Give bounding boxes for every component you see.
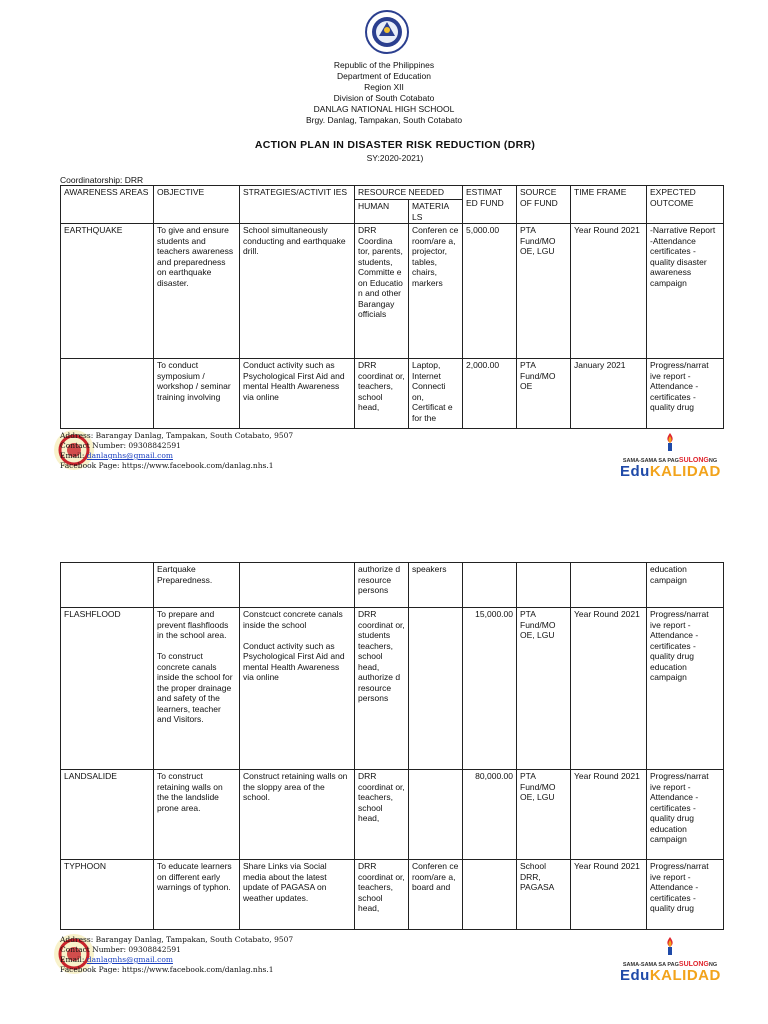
letterhead (0, 60, 768, 126)
cell-fund (463, 563, 517, 608)
table-header-row (61, 186, 724, 200)
letterhead-line-address: Brgy. Danlag, Tampakan, South Cotabato (305, 115, 463, 125)
cell-time: Year Round 2021 (571, 860, 647, 930)
deped-seal-icon (365, 10, 409, 54)
coordinatorship-label: Coordinatorship: DRR (60, 175, 144, 185)
page-footer (60, 935, 293, 975)
cell-area (61, 563, 154, 608)
cell-human: DRR Coordina tor, parents, students, Committe e on Educatio n and other Barangay officials (355, 224, 409, 359)
sulong-edukalidad-logo (620, 432, 720, 478)
footer-email-label: Email: (60, 955, 87, 964)
cell-strategies: Constcuct concrete canals inside the school Conduct activity such as Psychological First Aid and mental Health Awareness via online (240, 608, 355, 770)
footer-email-link[interactable]: danlagnhs@gmail.com (86, 955, 173, 964)
cell-human: DRR coordinat or, teachers, school head, (355, 359, 409, 429)
table-row (61, 224, 724, 359)
cell-area (61, 359, 154, 429)
col-header-expected-outcome: EXPECTED OUTCOME (647, 186, 724, 224)
cell-outcome: Progress/narrat ive report -Attendance -certificates -quality drug (647, 359, 724, 429)
cell-time: Year Round 2021 (571, 770, 647, 860)
col-header-objective: OBJECTIVE (154, 186, 240, 224)
cell-human: DRR coordinat or, students teachers, school head, authorize d resource persons (355, 608, 409, 770)
cell-objective: To educate learners on different early warnings of typhon. (154, 860, 240, 930)
footer-email-line (60, 955, 293, 965)
logo-brand-edu: Edu (620, 463, 650, 478)
cell-materials (409, 770, 463, 860)
cell-time: Year Round 2021 (571, 608, 647, 770)
col-header-materials: MATERIA LS (409, 200, 463, 224)
table-row (61, 608, 724, 770)
footer-facebook: Facebook Page: https://www.facebook.com/danlag.nhs.1 (60, 965, 274, 974)
cell-objective: To construct retaining walls on the the landslide prone area. (154, 770, 240, 860)
torch-icon (662, 936, 678, 956)
table-row (61, 860, 724, 930)
cell-strategies: Share Links via Social media about the latest update of PAGASA on weather updates. (240, 860, 355, 930)
letterhead-line-division: Division of South Cotabato (333, 93, 435, 103)
col-header-time-frame: TIME FRAME (571, 186, 647, 224)
cell-outcome: Progress/narrat ive report -Attendance -certificates -quality drug education campaign (647, 608, 724, 770)
cell-area: TYPHOON (61, 860, 154, 930)
logo-tagline-prefix: SAMA-SAMA SA PAG (622, 962, 679, 968)
cell-source: PTA Fund/MO OE, LGU (517, 770, 571, 860)
cell-objective: Eartquake Preparedness. (154, 563, 240, 608)
letterhead-line-region: Region XII (364, 82, 404, 92)
cell-area: EARTHQUAKE (61, 224, 154, 359)
cell-source: PTA Fund/MO OE (517, 359, 571, 429)
cell-objective: To give and ensure students and teachers awareness and preparedness on earthquake disaster. (154, 224, 240, 359)
table-row (61, 770, 724, 860)
cell-area: LANDSALIDE (61, 770, 154, 860)
cell-fund: 15,000.00 (463, 608, 517, 770)
footer-contact: Contact Number: 09308842591 (60, 945, 181, 954)
cell-objective: To conduct symposium / workshop / seminar training involving (154, 359, 240, 429)
torch-icon (662, 432, 678, 452)
document-page-1 (0, 0, 768, 478)
footer-email-label: Email: (60, 451, 87, 460)
cell-fund (463, 860, 517, 930)
cell-fund: 5,000.00 (463, 224, 517, 359)
cell-human: DRR coordinat or, teachers, school head, (355, 770, 409, 860)
cell-time (571, 563, 647, 608)
cell-source (517, 563, 571, 608)
action-plan-table-continued (60, 562, 724, 930)
footer-address: Address: Barangay Danlag, Tampakan, South Cotabato, 9507 (60, 935, 294, 944)
cell-outcome: Progress/narrat ive report -Attendance -certificates -quality drug (647, 860, 724, 930)
cell-source: PTA Fund/MO OE, LGU (517, 608, 571, 770)
cell-outcome: education campaign (647, 563, 724, 608)
table-row (61, 359, 724, 429)
col-header-estimated-fund: ESTIMAT ED FUND (463, 186, 517, 224)
action-plan-table (60, 185, 724, 429)
cell-source: PTA Fund/MO OE, LGU (517, 224, 571, 359)
cell-strategies: Construct retaining walls on the sloppy area of the school. (240, 770, 355, 860)
footer-email-link[interactable]: danlagnhs@gmail.com (86, 451, 173, 460)
cell-source: School DRR, PAGASA (517, 860, 571, 930)
cell-outcome: -Narrative Report -Attendance certificates -quality disaster awareness campaign (647, 224, 724, 359)
logo-tagline-suffix: NG (708, 962, 718, 968)
logo-tagline-prefix: SAMA-SAMA SA PAG (622, 458, 679, 464)
logo-brand (620, 968, 720, 984)
cell-objective: To prepare and prevent flashfloods in the school area. To construct concrete canals inside the school for the proper drainage and safety of the learners, teacher and Visitors. (154, 608, 240, 770)
letterhead-line-school: DANLAG NATIONAL HIGH SCHOOL (313, 104, 455, 114)
cell-time: Year Round 2021 (571, 224, 647, 359)
logo-brand (620, 464, 720, 478)
cell-materials: Laptop, Internet Connecti on, Certificat e for the (409, 359, 463, 429)
logo-tagline-bold: SULONG (678, 961, 709, 968)
cell-materials: Conferen ce room/are a, board and (409, 860, 463, 930)
footer-contact: Contact Number: 09308842591 (60, 441, 181, 450)
school-year: SY:2020-2021) (366, 153, 424, 163)
cell-fund: 2,000.00 (463, 359, 517, 429)
cell-materials: Conferen ce room/are a, projector, tables, chairs, markers (409, 224, 463, 359)
footer-address: Address: Barangay Danlag, Tampakan, South Cotabato, 9507 (60, 431, 294, 440)
cell-materials (409, 608, 463, 770)
cell-human: authorize d resource persons (355, 563, 409, 608)
logo-brand-kalidad: KALIDAD (649, 463, 721, 478)
cell-fund: 80,000.00 (463, 770, 517, 860)
sulong-edukalidad-logo (620, 936, 720, 986)
logo-brand-kalidad: KALIDAD (649, 967, 721, 984)
footer-email-line (60, 451, 293, 461)
footer-facebook: Facebook Page: https://www.facebook.com/danlag.nhs.1 (60, 461, 274, 470)
cell-strategies: School simultaneously conducting and earthquake drill. (240, 224, 355, 359)
col-header-resource-needed: RESOURCE NEEDED (355, 186, 463, 200)
logo-tagline-bold: SULONG (678, 457, 709, 464)
cell-strategies: Conduct activity such as Psychological First Aid and mental Health Awareness via online (240, 359, 355, 429)
col-header-source-of-fund: SOURCE OF FUND (517, 186, 571, 224)
document-title: ACTION PLAN IN DISASTER RISK REDUCTION (DRR) (254, 139, 536, 151)
cell-outcome: Progress/narrat ive report -Attendance -certificates -quality drug education campaign (647, 770, 724, 860)
cell-time: January 2021 (571, 359, 647, 429)
logo-brand-edu: Edu (620, 967, 650, 984)
letterhead-line-department: Department of Education (336, 71, 432, 81)
col-header-strategies: STRATEGIES/ACTIVIT IES (240, 186, 355, 224)
letterhead-line-republic: Republic of the Philippines (333, 60, 435, 70)
page-footer (60, 431, 293, 471)
logo-tagline-suffix: NG (708, 458, 718, 464)
cell-area: FLASHFLOOD (61, 608, 154, 770)
col-header-human: HUMAN (355, 200, 409, 224)
table-row (61, 563, 724, 608)
col-header-awareness: AWARENESS AREAS (61, 186, 154, 224)
page-gap (0, 478, 768, 500)
cell-strategies (240, 563, 355, 608)
cell-materials: speakers (409, 563, 463, 608)
cell-human: DRR coordinat or, teachers, school head, (355, 860, 409, 930)
